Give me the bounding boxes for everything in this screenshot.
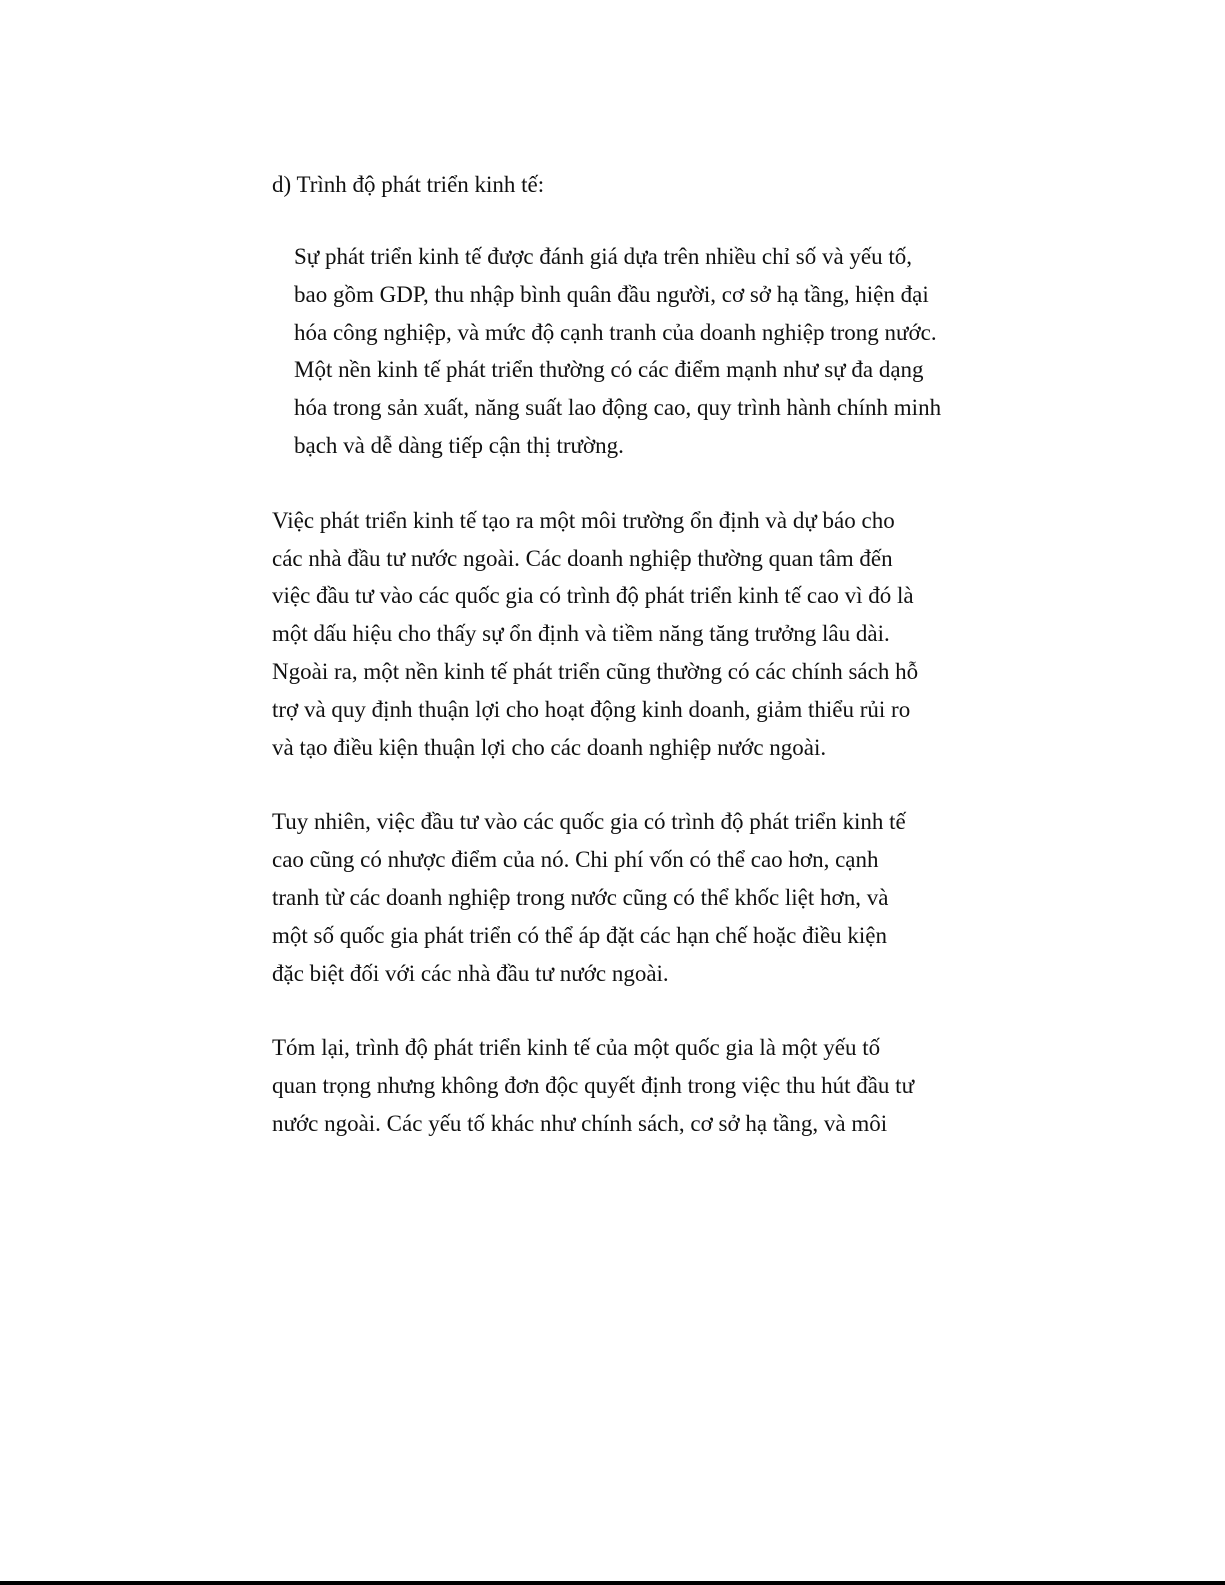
paragraph-line: Tóm lại, trình độ phát triển kinh tế của một quốc gia là một yếu tố [272, 1035, 881, 1061]
section-heading: d) Trình độ phát triển kinh tế: [272, 172, 545, 197]
paragraph-line: đặc biệt đối với các nhà đầu tư nước ngoài. [272, 960, 669, 986]
paragraph-line: hóa trong sản xuất, năng suất lao động cao, quy trình hành chính minh [294, 395, 942, 421]
paragraph-4 [272, 1029, 952, 1142]
document-body [272, 166, 952, 1180]
paragraph-line: bạch và dễ dàng tiếp cận thị trường. [294, 432, 624, 458]
page-bottom-border [0, 1581, 1225, 1585]
paragraph-line: quan trọng nhưng không đơn độc quyết định trong việc thu hút đầu tư [272, 1073, 915, 1099]
paragraph-line: và tạo điều kiện thuận lợi cho các doanh nghiệp nước ngoài. [272, 734, 827, 760]
paragraph-line: cao cũng có nhược điểm của nó. Chi phí vốn có thể cao hơn, cạnh [272, 847, 879, 873]
paragraph-line: việc đầu tư vào các quốc gia có trình độ phát triển kinh tế cao vì đó là [272, 583, 914, 609]
paragraph-line: nước ngoài. Các yếu tố khác như chính sách, cơ sở hạ tầng, và môi [272, 1110, 888, 1136]
paragraph-line: tranh từ các doanh nghiệp trong nước cũng có thể khốc liệt hơn, và [272, 884, 889, 910]
paragraph-line: Ngoài ra, một nền kinh tế phát triển cũng thường có các chính sách hỗ [272, 658, 919, 684]
paragraph-line: một dấu hiệu cho thấy sự ổn định và tiềm năng tăng trưởng lâu dài. [272, 621, 890, 647]
paragraph-line: Tuy nhiên, việc đầu tư vào các quốc gia có trình độ phát triển kinh tế [272, 809, 906, 835]
paragraph-line: một số quốc gia phát triển có thể áp đặt các hạn chế hoặc điều kiện [272, 922, 888, 948]
paragraph-line: trợ và quy định thuận lợi cho hoạt động kinh doanh, giảm thiểu rủi ro [272, 696, 911, 722]
paragraph-line: Sự phát triển kinh tế được đánh giá dựa trên nhiều chỉ số và yếu tố, [294, 244, 913, 269]
paragraph-line: các nhà đầu tư nước ngoài. Các doanh nghiệp thường quan tâm đến [272, 545, 893, 571]
paragraph-line: bao gồm GDP, thu nhập bình quân đầu người, cơ sở hạ tầng, hiện đại [294, 281, 929, 307]
paragraph-line: Việc phát triển kinh tế tạo ra một môi trường ổn định và dự báo cho [272, 507, 895, 533]
paragraph-2 [272, 502, 952, 767]
paragraph-1 [272, 238, 952, 465]
paragraph-line: hóa công nghiệp, và mức độ cạnh tranh của doanh nghiệp trong nước. [294, 319, 937, 345]
paragraph-3 [272, 803, 952, 992]
paragraph-line: Một nền kinh tế phát triển thường có các điểm mạnh như sự đa dạng [294, 357, 924, 383]
